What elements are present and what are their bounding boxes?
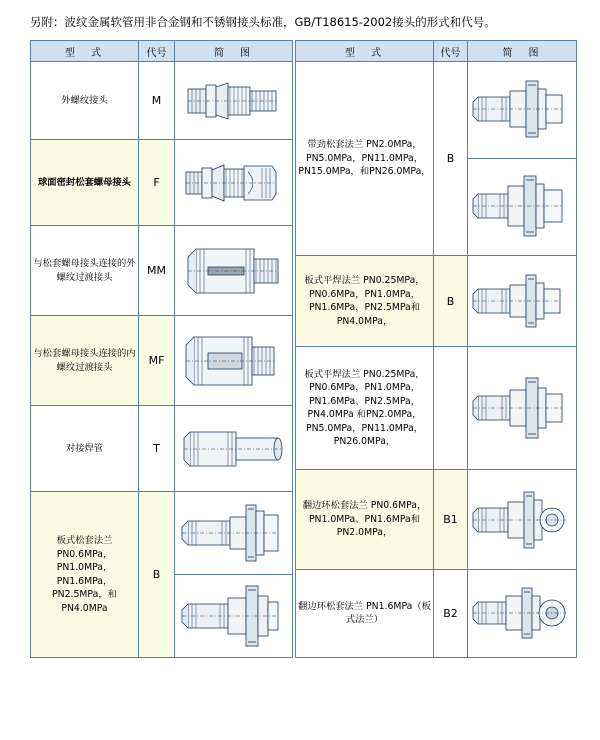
header-code: 代号	[434, 41, 468, 62]
fitting-male-adapter-icon	[175, 233, 292, 309]
table-row	[31, 492, 293, 575]
plate-welding-flange-icon	[468, 265, 576, 337]
table-row	[31, 406, 293, 492]
fitting-male-thread-icon	[175, 69, 292, 133]
plate-loose-flange-icon-2	[175, 580, 292, 652]
row-code	[434, 346, 468, 470]
row-figure	[175, 492, 293, 575]
row-figure	[175, 316, 293, 406]
row-figure	[468, 470, 577, 569]
row-figure	[175, 575, 293, 658]
table-row	[31, 140, 293, 226]
row-code: F	[139, 140, 175, 226]
row-type: 板式松套法兰 PN0.6MPa，PN1.0MPa，PN1.6MPa，PN2.5MPa，和PN4.0MPa	[31, 492, 139, 658]
row-code: M	[139, 62, 175, 140]
row-figure	[175, 62, 293, 140]
stiffened-loose-flange-icon	[468, 71, 576, 149]
butt-weld-pipe-icon	[175, 414, 292, 484]
table-row	[31, 226, 293, 316]
row-type: 对接焊管	[31, 406, 139, 492]
row-type: 球面密封松套螺母接头	[31, 140, 139, 226]
plate-welding-flange-2-icon	[468, 360, 576, 456]
row-code: B	[434, 62, 468, 256]
table-row	[296, 346, 577, 470]
fitting-spherical-union-nut-icon	[175, 148, 292, 218]
row-type: 与松套螺母接头连接的外螺纹过渡接头	[31, 226, 139, 316]
lap-joint-flange-icon	[468, 480, 576, 560]
fitting-female-adapter-icon	[175, 323, 292, 399]
row-code: B	[434, 256, 468, 347]
header-type: 型 式	[31, 41, 139, 62]
row-code: MM	[139, 226, 175, 316]
header-figure: 简 图	[175, 41, 293, 62]
row-figure	[175, 140, 293, 226]
table-row	[296, 569, 577, 657]
tables-container	[30, 40, 573, 658]
row-figure	[468, 62, 577, 159]
table-row	[31, 316, 293, 406]
row-figure	[468, 256, 577, 347]
row-code: T	[139, 406, 175, 492]
row-figure	[175, 226, 293, 316]
row-figure	[468, 569, 577, 657]
row-type: 板式平焊法兰 PN0.25MPa，PN0.6MPa，PN1.0MPa，PN1.6MPa、PN2.5MPa，PN4.0MPa 和PN2.0MPa，PN5.0MPa，PN11.0MPa，PN26.0MPa，	[296, 346, 434, 470]
table-row	[296, 470, 577, 569]
row-code: B1	[434, 470, 468, 569]
row-figure	[468, 159, 577, 256]
header-figure: 简 图	[468, 41, 577, 62]
page-caption: 另附：波纹金属软管用非合金钢和不锈钢接头标准，GB/T18615-2002接头的形式和代号。	[30, 15, 496, 29]
row-figure	[468, 346, 577, 470]
header-type: 型 式	[296, 41, 434, 62]
fitting-table-left	[30, 40, 293, 658]
row-type: 板式平焊法兰 PN0.25MPa，PN0.6MPa，PN1.0MPa，PN1.6MPa，PN2.5MPa和PN4.0MPa，	[296, 256, 434, 347]
header-code: 代号	[139, 41, 175, 62]
table-header-row	[31, 41, 293, 62]
row-type: 翻边环松套法兰 PN0.6MPa，PN1.0MPa、PN1.6MPa和PN2.0MPa，	[296, 470, 434, 569]
row-type: 与松套螺母接头连接的内螺纹过渡接头	[31, 316, 139, 406]
row-type: 带劲松套法兰 PN2.0MPa，PN5.0MPa，PN11.0MPa，PN15.0MPa，和PN26.0MPa，	[296, 62, 434, 256]
row-code: B2	[434, 569, 468, 657]
lap-joint-flange-plate-icon	[468, 578, 576, 648]
stiffened-loose-flange-icon-2	[468, 168, 576, 246]
table-row	[296, 62, 577, 159]
table-header-row	[296, 41, 577, 62]
row-type: 翻边环松套法兰 PN1.6MPa（板式法兰）	[296, 569, 434, 657]
table-row	[296, 256, 577, 347]
plate-loose-flange-icon	[175, 497, 292, 569]
table-row	[31, 62, 293, 140]
row-code: MF	[139, 316, 175, 406]
row-type: 外螺纹接头	[31, 62, 139, 140]
row-code: B	[139, 492, 175, 658]
row-figure	[175, 406, 293, 492]
fitting-table-right	[295, 40, 577, 658]
